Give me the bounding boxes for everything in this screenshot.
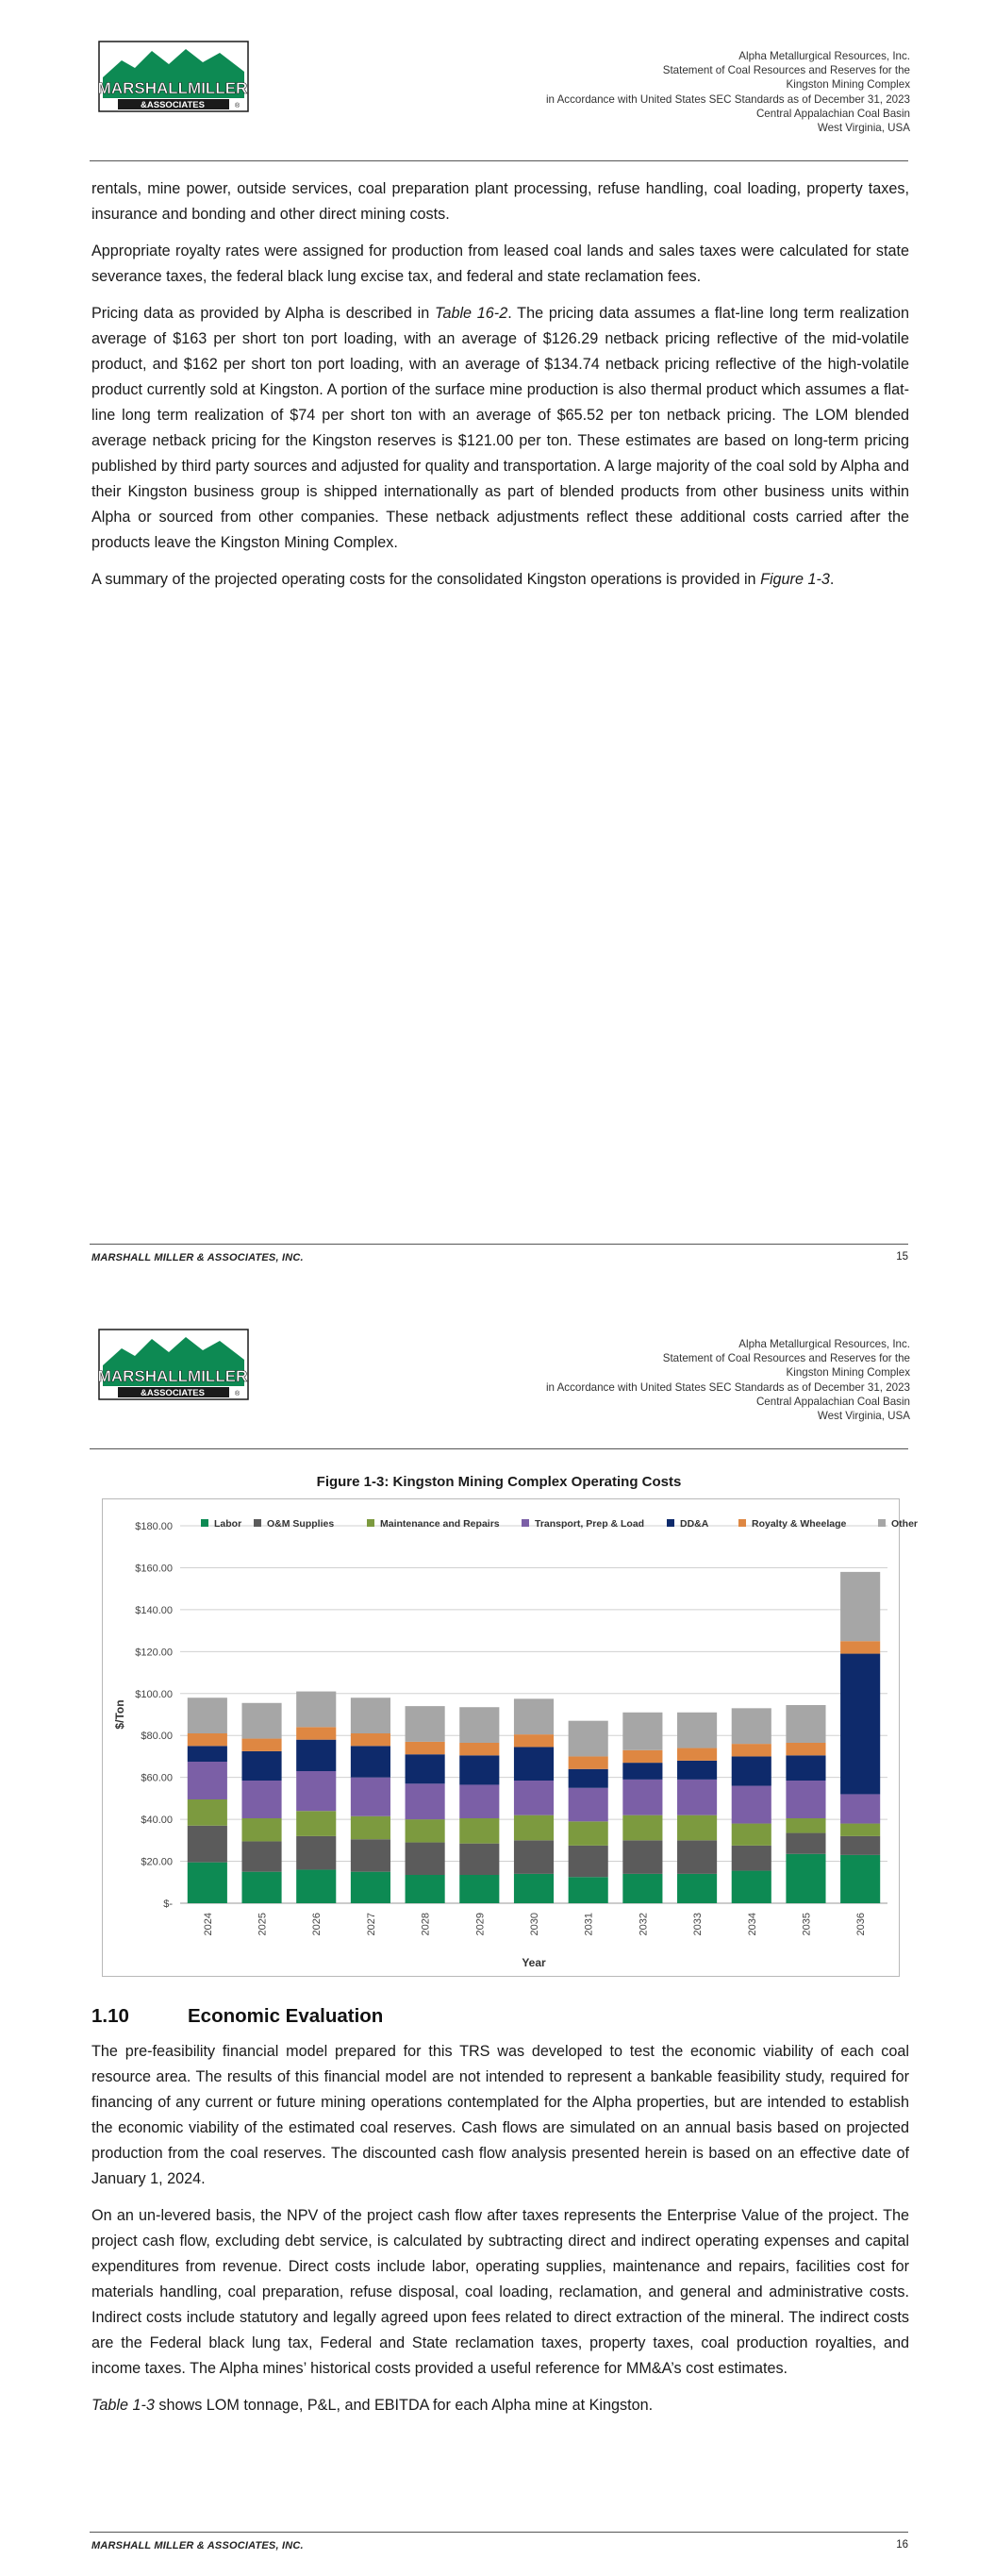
footer-divider [90, 2532, 908, 2533]
x-tick-label: 2028 [420, 1913, 432, 1936]
bar-segment [677, 1780, 717, 1815]
page16-body [91, 2039, 909, 2430]
bar-segment [406, 1742, 445, 1754]
bar-segment [406, 1875, 445, 1903]
bar-segment [241, 1781, 281, 1818]
paragraph: Table 1-3 shows LOM tonnage, P&L, and EBITDA for each Alpha mine at Kingston. [91, 2397, 654, 2414]
x-axis-title: Year [522, 1956, 546, 1969]
x-tick-label: 2032 [638, 1913, 650, 1936]
bar-segment [241, 1841, 281, 1871]
bar-segment [732, 1708, 771, 1744]
bar-segment [188, 1826, 227, 1863]
bar-segment [514, 1734, 554, 1747]
bar-segment [406, 1754, 445, 1783]
bar-segment [622, 1780, 662, 1815]
bar-segment [351, 1733, 390, 1746]
bar-segment [622, 1874, 662, 1903]
bar-segment [241, 1703, 281, 1739]
bar-segment [406, 1819, 445, 1842]
bar-segment [459, 1844, 499, 1875]
marshall-miller-logo [97, 1328, 250, 1401]
y-tick-label: $180.00 [135, 1521, 173, 1532]
bar-segment [840, 1794, 880, 1823]
bar-segment [296, 1692, 336, 1728]
page-number: 16 [896, 2539, 908, 2551]
bar-segment [732, 1824, 771, 1846]
legend-label: O&M Supplies [267, 1518, 335, 1530]
bar-segment [569, 1846, 608, 1877]
legend-label: Maintenance and Repairs [380, 1518, 500, 1530]
legend-label: Royalty & Wheelage [752, 1518, 847, 1530]
logo-text-sub: &ASSOCIATES [141, 100, 205, 110]
x-tick-label: 2036 [855, 1913, 868, 1936]
paragraph: A summary of the projected operating costs for the consolidated Kingston operations is provided in Figure 1-3. [91, 571, 835, 588]
bar-segment [241, 1751, 281, 1781]
bar-segment [622, 1713, 662, 1750]
bar-segment [840, 1836, 880, 1855]
legend-swatch [522, 1519, 529, 1527]
y-tick-label: $120.00 [135, 1647, 173, 1659]
header-line3: Kingston Mining Complex [786, 1366, 910, 1380]
bar-segment [677, 1748, 717, 1761]
bar-segment [732, 1756, 771, 1785]
paragraph: Pricing data as provided by Alpha is described in Table 16-2. The pricing data assumes a flat-line long term realization average of $163 per short ton port loading, with an average of $126.29 netback pricing reflective of the mid-volatile product, and $162 per short ton port loading, with an average of $134.74 netback pricing reflective of the high-volatile product currently sold at Kingston. A portion of the surface mine production is also thermal product which assumes a flat-line long term realization of $74 per short ton with an average of $65.52 per ton netback pricing. The LOM blended average netback pricing for the Kingston reserves is $121.00 per ton. These estimates are based on long-term pricing published by third party sources and adjusted for quality and transportation. A large majority of the coal sold by Alpha and their Kingston business group is shipped internationally as part of blended products from other business units within Alpha or sourced from other companies. These netback adjustments reflect these additional costs carried after the products leave the Kingston Mining Complex. [91, 305, 910, 551]
table-reference: Table 1-3 [91, 2397, 155, 2414]
bar-segment [188, 1733, 227, 1746]
x-tick-label: 2029 [474, 1913, 487, 1936]
paragraph: rentals, mine power, outside services, coal preparation plant processing, refuse handling, coal loading, property taxes, insurance and bonding and other direct mining costs. [91, 180, 909, 223]
bar-segment [459, 1818, 499, 1844]
y-axis-title: $/Ton [113, 1699, 126, 1730]
marshall-miller-logo [97, 40, 250, 113]
bar-segment [188, 1863, 227, 1903]
bar-segment [406, 1706, 445, 1742]
bar-segment [786, 1854, 825, 1903]
bar-segment [677, 1761, 717, 1780]
bar-segment [786, 1755, 825, 1781]
bar-segment [786, 1818, 825, 1833]
y-tick-label: $160.00 [135, 1563, 173, 1575]
y-tick-label: $40.00 [141, 1815, 173, 1827]
bar-segment [622, 1750, 662, 1763]
legend-label: Other [891, 1518, 919, 1530]
bar-segment [459, 1784, 499, 1818]
paragraph: Appropriate royalty rates were assigned for production from leased coal lands and sales taxes were calculated for state severance taxes, the federal black lung excise tax, and federal and state reclamation fees. [91, 243, 909, 285]
bar-segment [569, 1769, 608, 1788]
bar-segment [351, 1816, 390, 1839]
bar-segment [241, 1818, 281, 1841]
bar-segment [296, 1811, 336, 1836]
bar-segment [296, 1836, 336, 1870]
x-tick-label: 2031 [583, 1913, 595, 1936]
bar-segment [622, 1840, 662, 1874]
footer-divider [90, 1244, 908, 1245]
footer-company: MARSHALL MILLER & ASSOCIATES, INC. [91, 2540, 304, 2551]
logo-text-main: MARSHALLMILLER [97, 1367, 248, 1385]
bar-segment [677, 1874, 717, 1903]
bar-segment [622, 1763, 662, 1780]
bar-segment [569, 1788, 608, 1822]
bar-segment [514, 1698, 554, 1734]
bar-segment [840, 1824, 880, 1836]
bar-segment [459, 1743, 499, 1755]
operating-costs-chart-svg [103, 1499, 919, 1976]
bar-segment [188, 1762, 227, 1799]
svg-text:®: ® [235, 1391, 240, 1397]
header-divider [90, 1448, 908, 1449]
footer-company: MARSHALL MILLER & ASSOCIATES, INC. [91, 1252, 304, 1263]
page15-body [91, 176, 909, 604]
bar-segment [840, 1572, 880, 1641]
y-tick-label: $- [163, 1899, 173, 1910]
paragraph: The pre-feasibility financial model prepared for this TRS was developed to test the economic viability of each coal resource area. The results of this financial model are not intended to represent a bankable feasibility study, required for financing of any current or future mining operations contemplated for the Alpha properties, but are intended to establish the economic viability of the estimated coal reserves. Cash flows are simulated on an annual basis based on projected production from the coal reserves. The discounted cash flow analysis presented herein is based on an effective date of January 1, 2024. [91, 2043, 909, 2187]
bar-segment [459, 1755, 499, 1784]
bar-segment [406, 1843, 445, 1875]
page-header [382, 1337, 910, 1423]
figure-reference: Figure 1-3 [760, 571, 830, 588]
bar-segment [459, 1707, 499, 1743]
legend-label: DD&A [680, 1518, 709, 1530]
page-number: 15 [896, 1251, 908, 1263]
bar-segment [514, 1781, 554, 1815]
legend-swatch [254, 1519, 261, 1527]
bar-segment [840, 1855, 880, 1903]
bar-segment [296, 1869, 336, 1903]
bar-segment [677, 1840, 717, 1874]
bar-segment [351, 1872, 390, 1903]
bar-segment [732, 1871, 771, 1903]
bar-segment [406, 1783, 445, 1819]
paragraph: On an un-levered basis, the NPV of the project cash flow after taxes represents the Enterprise Value of the project. The project cash flow, excluding debt service, is calculated by subtracting direct and indirect operating expenses and capital expenditures from revenue. Direct costs include labor, operating supplies, maintenance and repairs, facilities cost for materials handling, coal preparation, refuse disposal, coal loading, reclamation, and general and administrative costs. Indirect costs include statutory and legally agreed upon fees related to direct extraction of the mineral. The indirect costs are the Federal black lung tax, Federal and State reclamation taxes, property taxes, coal production royalties, and income taxes. The Alpha mines’ historical costs provided a useful reference for MM&A’s cost estimates. [91, 2207, 909, 2377]
bar-segment [241, 1872, 281, 1903]
bar-segment [732, 1846, 771, 1871]
bar-segment [514, 1874, 554, 1903]
bar-segment [188, 1746, 227, 1762]
bar-segment [351, 1698, 390, 1733]
bar-segment [622, 1815, 662, 1841]
bar-segment [677, 1713, 717, 1748]
bar-segment [732, 1744, 771, 1756]
operating-costs-chart [102, 1498, 919, 1977]
bar-segment [514, 1815, 554, 1841]
bar-segment [351, 1778, 390, 1816]
y-tick-label: $140.00 [135, 1604, 173, 1616]
bar-segment [786, 1833, 825, 1854]
legend-swatch [878, 1519, 886, 1527]
bar-segment [188, 1698, 227, 1733]
legend-swatch [367, 1519, 374, 1527]
header-divider [90, 160, 908, 161]
header-company: Alpha Metallurgical Resources, Inc. [738, 1338, 910, 1350]
bar-segment [786, 1743, 825, 1755]
header-company: Alpha Metallurgical Resources, Inc. [738, 50, 910, 62]
bar-segment [514, 1840, 554, 1874]
header-line6: West Virginia, USA [817, 1410, 910, 1423]
y-tick-label: $80.00 [141, 1731, 173, 1743]
bar-segment [569, 1756, 608, 1768]
bar-segment [351, 1839, 390, 1871]
bar-segment [569, 1877, 608, 1903]
header-line6: West Virginia, USA [817, 122, 910, 135]
bar-segment [241, 1739, 281, 1751]
figure-title: Figure 1-3: Kingston Mining Complex Operating Costs [316, 1474, 682, 1490]
bar-segment [296, 1727, 336, 1739]
x-tick-label: 2034 [746, 1913, 758, 1936]
legend-swatch [667, 1519, 674, 1527]
bar-segment [840, 1654, 880, 1795]
header-line2: Statement of Coal Resources and Reserves for the [662, 1352, 910, 1365]
bar-segment [514, 1747, 554, 1781]
header-line3: Kingston Mining Complex [786, 78, 910, 92]
y-tick-label: $100.00 [135, 1688, 173, 1700]
y-tick-label: $20.00 [141, 1856, 173, 1868]
logo-text-sub: &ASSOCIATES [141, 1388, 205, 1398]
header-line4: in Accordance with United States SEC Standards as of December 31, 2023 [545, 1380, 910, 1394]
x-tick-label: 2025 [257, 1913, 269, 1936]
header-line2: Statement of Coal Resources and Reserves for the [662, 64, 910, 77]
x-tick-label: 2024 [202, 1913, 214, 1936]
header-line5: Central Appalachian Coal Basin [755, 107, 910, 120]
bar-segment [296, 1740, 336, 1771]
legend-label: Transport, Prep & Load [535, 1518, 645, 1530]
y-tick-label: $60.00 [141, 1772, 173, 1784]
bar-segment [296, 1771, 336, 1811]
bar-segment [569, 1721, 608, 1757]
section-number: 1.10 [91, 2005, 129, 2027]
legend-swatch [738, 1519, 746, 1527]
logo-text-main: MARSHALLMILLER [97, 79, 248, 97]
bar-segment [786, 1781, 825, 1818]
header-line5: Central Appalachian Coal Basin [755, 1395, 910, 1408]
page-header [382, 49, 910, 135]
section-title: Economic Evaluation [188, 2005, 384, 2027]
x-tick-label: 2033 [692, 1913, 705, 1936]
x-tick-label: 2030 [529, 1913, 540, 1936]
bar-segment [840, 1641, 880, 1653]
bar-segment [569, 1821, 608, 1846]
bar-segment [732, 1786, 771, 1824]
x-tick-label: 2027 [365, 1913, 377, 1936]
bar-segment [677, 1815, 717, 1841]
legend-label: Labor [214, 1518, 242, 1530]
bar-segment [188, 1799, 227, 1826]
header-line4: in Accordance with United States SEC Standards as of December 31, 2023 [545, 92, 910, 106]
section-heading [91, 2005, 383, 2028]
x-tick-label: 2035 [801, 1913, 813, 1936]
x-tick-label: 2026 [311, 1913, 323, 1936]
legend-swatch [201, 1519, 208, 1527]
bar-segment [351, 1746, 390, 1777]
bar-segment [786, 1705, 825, 1743]
bar-segment [459, 1875, 499, 1903]
table-reference: Table 16-2 [435, 305, 508, 322]
svg-text:®: ® [235, 103, 240, 109]
